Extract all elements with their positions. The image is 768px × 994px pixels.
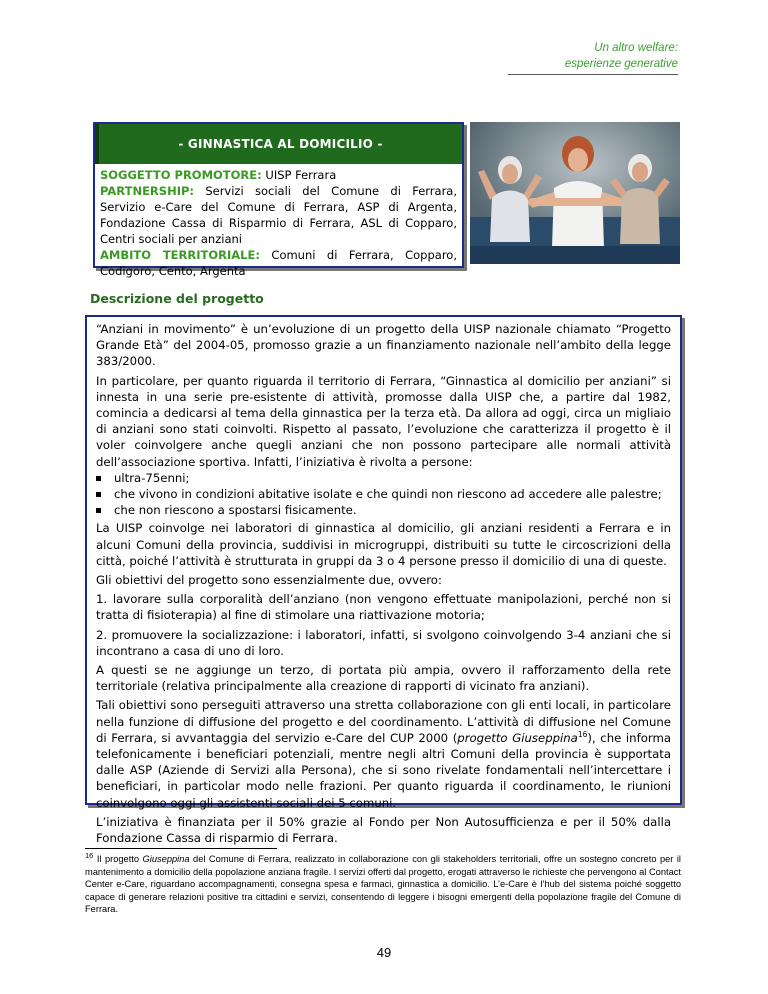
section-title: Descrizione del progetto [90, 291, 264, 306]
footnote-number: 16 [85, 850, 94, 860]
description-paragraph: In particolare, per quanto riguarda il territorio di Ferrara, “Ginnastica al domicilio per anziani” si innesta in una serie pre-esistente di attività, promosse dalla UISP che, a partire dal 1982, comincia a dedicarsi al tema della ginnastica per la terza età. Da allora ad oggi, circa un migliaio di anziani sono stati coinvolti. Rispetto al passato, l’evoluzione che caratterizza il progetto è il voler coinvolgere anche quegli anziani che non possono partecipare alle normali attività dell’associazione sportiva. Infatti, l’iniziativa è rivolta a persone: [96, 373, 671, 469]
header-line-2: esperienze generative [564, 58, 678, 70]
footnote-ref[interactable]: 16 [577, 729, 588, 739]
header-divider [508, 74, 678, 75]
footnote-divider [85, 848, 277, 849]
project-title: - GINNASTICA AL DOMICILIO - [95, 124, 462, 164]
header-line-1: Un altro welfare: [594, 42, 678, 54]
footnote [85, 850, 681, 916]
list-item: ultra-75enni; [96, 470, 671, 486]
ambito-value: Comuni di Ferrara, Copparo, Codigoro, Cento, Argenta [100, 248, 457, 278]
partnership-line [100, 183, 457, 247]
italic-run: Giuseppina [142, 854, 190, 864]
description-paragraph: “Anziani in movimento” è un’evoluzione di un progetto della UISP nazionale chiamato “Progetto Grande Età” del 2004-05, promosso grazie a un finanziamento nazionale nell’ambito della legge 383/2000. [96, 322, 671, 369]
description-paragraph: L’iniziativa è finanziata per il 50% grazie al Fondo per Non Autosufficienza e per il 50% dalla Fondazione Cassa di risparmio di Ferrara. [96, 814, 671, 846]
objective-3: A questi se ne aggiunge un terzo, di portata più ampia, ovvero il rafforzamento della rete territoriale (relativa principalmente alla creazione di rapporti di vicinato fra anziani). [96, 663, 671, 694]
page-number: 49 [376, 945, 392, 960]
list-item: che vivono in condizioni abitative isolate e che quindi non riescono ad accedere alle palestre; [96, 486, 671, 502]
promoter-value: UISP Ferrara [261, 168, 337, 182]
target-list [96, 470, 671, 519]
list-item: che non riescono a spostarsi fisicamente. [96, 502, 671, 518]
text-run: del Comune di Ferrara, realizzato in collaborazione con gli stakeholders territoriali, offre un sostegno concreto per il mantenimento a domicilio della popolazione anziana fragile. I servizi offerti dal progetto, erogati attraverso le richieste che pervengono al Contact Center e-Care, riguardano accompagnamenti, consegna spesa e farmaci, ginnastica a domicilio. L’e-Care è l’hub del sistema poiché soggetto capace di generare relazioni positive tra cittadini e servizi, consentendo di leggere i bisogni emergenti della popolazione fragile del Comune di Ferrara. [85, 854, 681, 915]
description-paragraph [96, 697, 671, 810]
text-run: Il progetto [93, 854, 143, 864]
photo-illustration [470, 122, 680, 264]
objective-2: 2. promuovere la socializzazione: i laboratori, infatti, si svolgono coinvolgendo 3-4 anziani che si incontrano a casa di uno di loro. [96, 627, 671, 658]
objective-1: 1. lavorare sulla corporalità dell’anziano (non vengono effettuate manipolazioni, perché non si tratta di fisioterapia) al fine di stimolare una riattivazione motoria; [96, 592, 671, 623]
seniors-exercise-photo [470, 122, 680, 264]
ambito-line [100, 247, 457, 279]
page-header [565, 40, 678, 72]
description-paragraph: La UISP coinvolge nei laboratori di ginnastica al domicilio, gli anziani residenti a Ferrara e in alcuni Comuni della provincia, suddivisi in microgruppi, distribuiti su tutte le circoscrizioni della città, poiché l’attività è strutturata in gruppi da 3 o 4 persone presso il domicilio di una di queste. [96, 521, 671, 568]
partnership-value: Servizi sociali del Comune di Ferrara, Servizio e-Care del Comune di Ferrara, ASP di Argenta, Fondazione Cassa di Risparmio di Ferrara, ASL di Copparo, Centri sociali per anziani [100, 184, 457, 246]
promoter-label: SOGGETTO PROMOTORE: [100, 168, 262, 182]
ambito-label: AMBITO TERRITORIALE: [100, 248, 260, 262]
text-run: Tali obiettivi sono perseguiti attraverso una stretta collaborazione con gli enti locali, in particolare nella funzione di diffusione del progetto e del coordinamento. L’attività di diffusione nel Comune di Ferrara, si avvantaggia del servizio e-Care del CUP 2000 ( [96, 698, 671, 745]
partnership-label: PARTNERSHIP: [100, 184, 195, 198]
promoter-line [100, 167, 457, 183]
project-description [85, 315, 682, 846]
project-info-box [93, 122, 464, 278]
description-paragraph: Gli obiettivi del progetto sono essenzialmente due, ovvero: [96, 573, 442, 588]
project-details [95, 164, 462, 279]
text-run: ), che informa telefonicamente i beneficiari potenziali, mentre negli altri Comuni della provincia è supportata dalle ASP (Aziende di Servizi alla Persona), che si sono rivelate fondamentali nell’intercettare i beneficiari, in particolar modo nelle frazioni. Per quanto riguarda il coordinamento, le riunioni coinvolgono oggi gli assistenti sociali dei 5 comuni. [96, 730, 671, 810]
italic-run: progetto Giuseppina [457, 730, 578, 745]
